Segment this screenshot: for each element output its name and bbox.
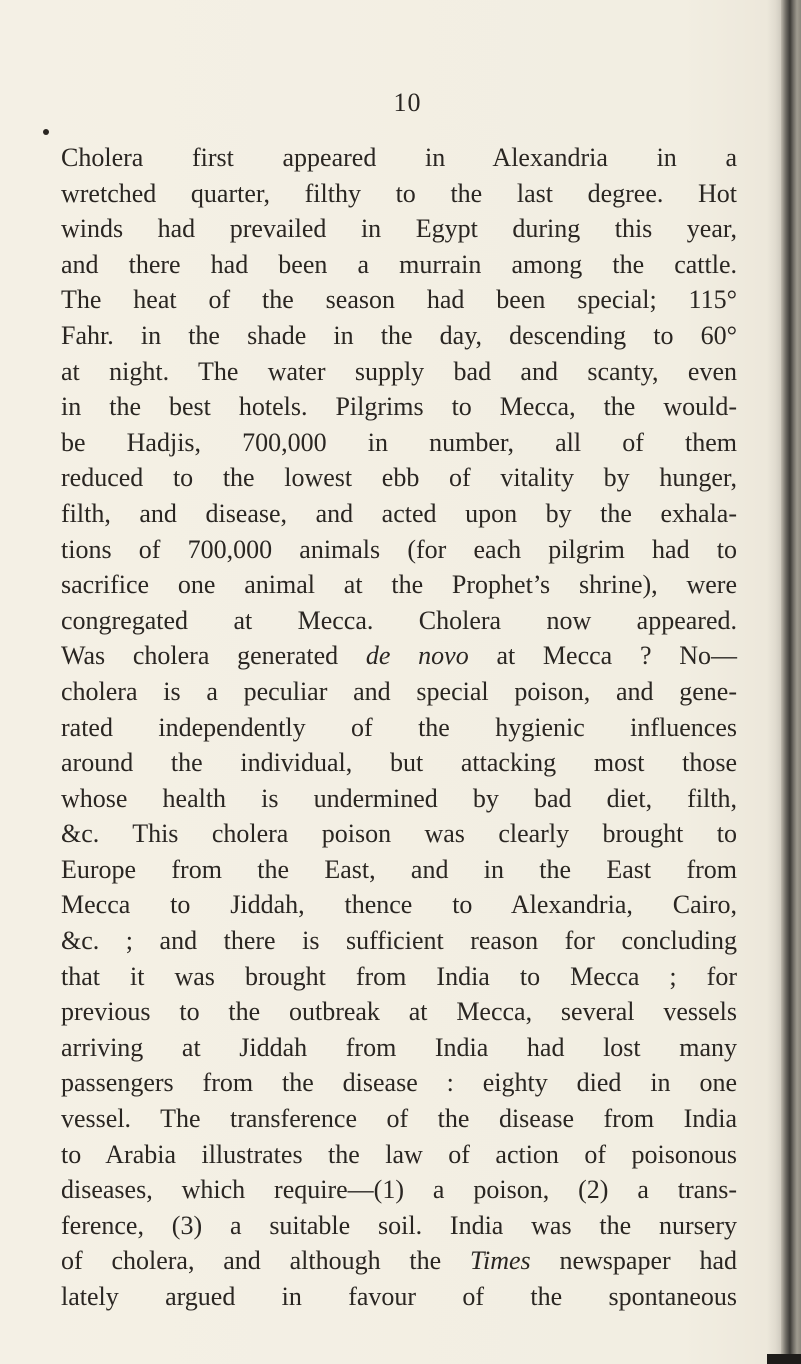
- italic-phrase: de novo: [365, 641, 469, 671]
- text-line: rated independently of the hygienic influences: [61, 712, 737, 742]
- text-line: sacrifice one animal at the Prophet’s shrine), were: [61, 570, 737, 600]
- text-line: passengers from the disease : eighty died in one: [61, 1068, 737, 1098]
- text-line: Cholera first appeared in Alexandria in a: [61, 143, 737, 172]
- page-number: 10: [393, 88, 422, 117]
- text-line: at night. The water supply bad and scanty, even: [61, 356, 737, 386]
- text-segment: at Mecca ? No—: [468, 641, 737, 671]
- text-line: around the individual, but attacking most those: [61, 748, 737, 778]
- text-segment: newspaper had: [530, 1246, 737, 1276]
- text-line: The heat of the season had been special; 115°: [61, 285, 737, 315]
- text-segment: Was cholera generated: [61, 641, 366, 671]
- text-line: arriving at Jiddah from India had lost many: [61, 1032, 737, 1062]
- text-segment: of cholera, and although the: [61, 1246, 470, 1276]
- text-line: whose health is undermined by bad diet, filth,: [61, 783, 737, 813]
- text-line: tions of 700,000 animals (for each pilgrim had to: [61, 534, 737, 564]
- text-line: reduced to the lowest ebb of vitality by hunger,: [61, 463, 737, 493]
- text-line: to Arabia illustrates the law of action of poisonous: [61, 1139, 737, 1169]
- ink-dot: [43, 129, 49, 135]
- text-line: in the best hotels. Pilgrims to Mecca, the would-: [61, 392, 737, 422]
- text-line: and there had been a murrain among the cattle.: [61, 249, 737, 279]
- text-line: previous to the outbreak at Mecca, several vessels: [61, 997, 737, 1027]
- body-paragraph: [61, 140, 737, 1315]
- text-line: &c. This cholera poison was clearly brought to: [61, 819, 737, 849]
- italic-phrase: Times: [469, 1246, 531, 1276]
- text-line: lately argued in favour of the spontaneous: [61, 1282, 737, 1311]
- text-line: that it was brought from India to Mecca ; for: [61, 961, 737, 991]
- text-line-with-italic: [61, 638, 737, 674]
- text-line: be Hadjis, 700,000 in number, all of them: [61, 427, 737, 457]
- text-line: vessel. The transference of the disease from India: [61, 1104, 737, 1134]
- text-line: cholera is a peculiar and special poison, and gene-: [61, 676, 737, 706]
- text-line: Fahr. in the shade in the day, descending to 60°: [61, 320, 737, 350]
- text-line: congregated at Mecca. Cholera now appeared.: [61, 605, 737, 635]
- gutter-shadow: [767, 0, 781, 1364]
- binding-corner: [767, 1354, 801, 1364]
- text-line: diseases, which require—(1) a poison, (2) a trans-: [61, 1175, 737, 1205]
- text-line: wretched quarter, filthy to the last degree. Hot: [61, 178, 737, 208]
- book-binding-edge: [781, 0, 801, 1364]
- text-line: winds had prevailed in Egypt during this year,: [61, 214, 737, 244]
- text-line: ference, (3) a suitable soil. India was the nursery: [61, 1210, 737, 1240]
- text-line: filth, and disease, and acted upon by the exhala-: [61, 498, 737, 528]
- text-line: Europe from the East, and in the East from: [61, 854, 737, 884]
- text-line-with-italic: [61, 1243, 737, 1279]
- text-line: Mecca to Jiddah, thence to Alexandria, Cairo,: [61, 890, 737, 920]
- text-line: &c. ; and there is sufficient reason for concluding: [61, 926, 737, 956]
